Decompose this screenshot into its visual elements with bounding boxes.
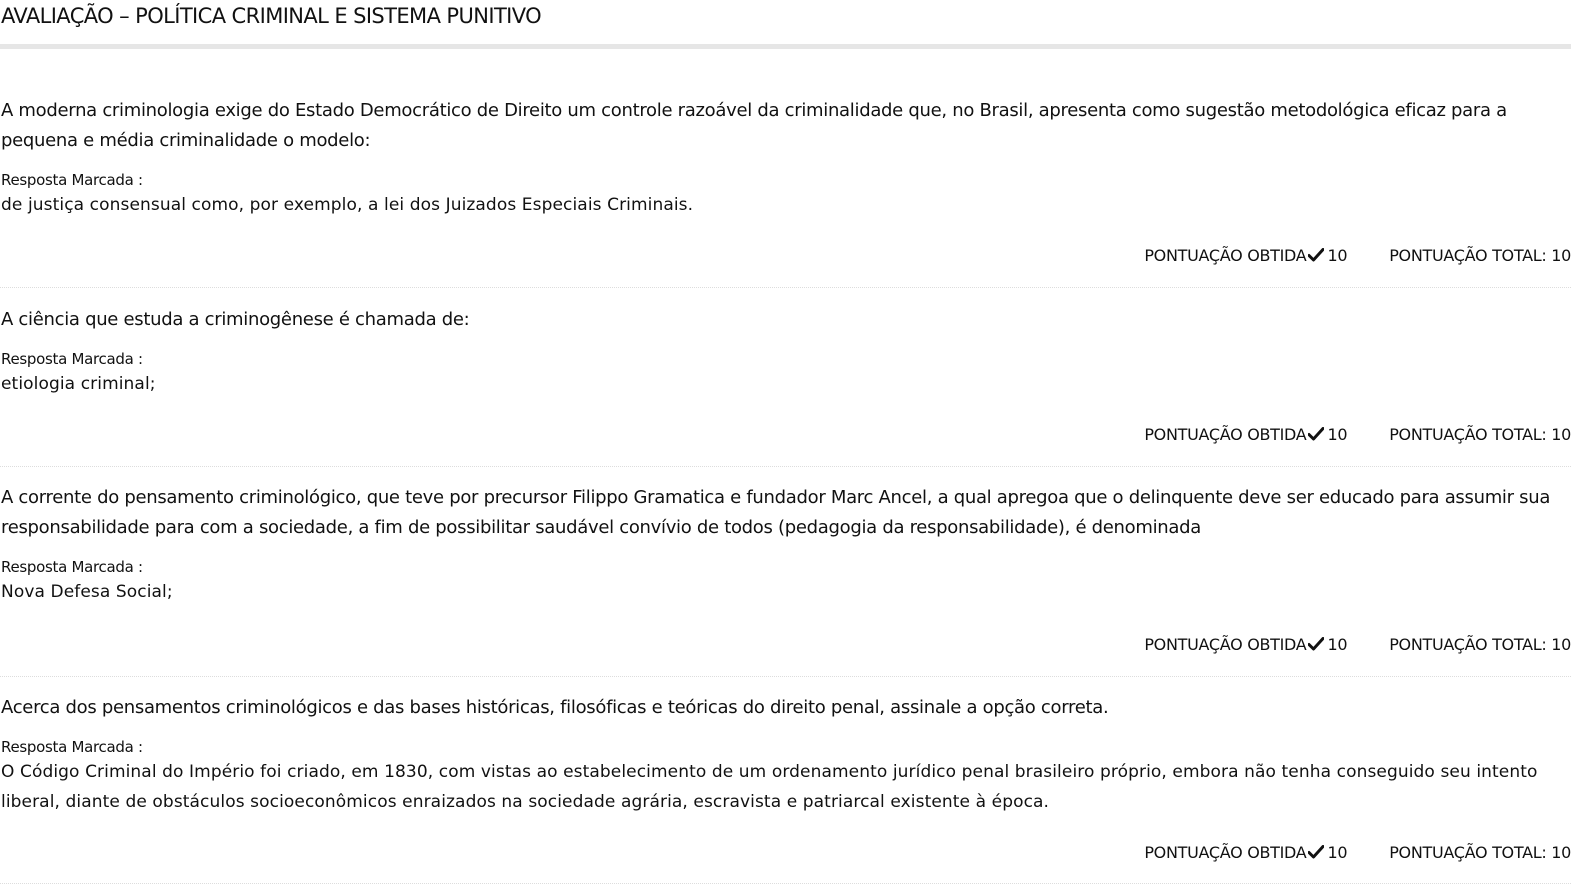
answer-text: O Código Criminal do Império foi criado, em 1830, com vistas ao estabelecimento de um ordenamento jurídico penal brasileiro próprio, embora não tenha conseguido seu intento liberal, diante de obstáculos socioeconômicos enraizados na sociedade agrária, escravista e patriarcal existente à época. <box>1 762 1538 812</box>
question-separator <box>0 883 1571 884</box>
score-row <box>1144 424 1571 446</box>
score-total <box>1389 246 1571 265</box>
answer-text: etiologia criminal; <box>1 374 156 394</box>
score-row <box>1144 634 1571 656</box>
score-obtained-label: PONTUAÇÃO OBTIDA <box>1144 635 1307 654</box>
score-obtained <box>1144 634 1347 656</box>
check-icon <box>1308 637 1324 651</box>
title-divider <box>0 44 1571 49</box>
score-total-value: 10 <box>1551 425 1571 444</box>
page-title: AVALIAÇÃO – POLÍTICA CRIMINAL E SISTEMA PUNITIVO <box>1 4 542 28</box>
answer-label: Resposta Marcada : <box>1 558 143 576</box>
question-separator <box>0 287 1571 288</box>
score-obtained <box>1144 424 1347 446</box>
score-obtained <box>1144 842 1347 864</box>
score-obtained-value: 10 <box>1327 843 1348 862</box>
score-obtained-value: 10 <box>1327 635 1348 654</box>
question-separator <box>0 466 1571 467</box>
score-total-value: 10 <box>1551 246 1571 265</box>
question-text: A moderna criminologia exige do Estado Democrático de Direito um controle razoável da criminalidade que, no Brasil, apresenta como sugestão metodológica eficaz para a pequena e média criminalidade o modelo: <box>1 100 1507 151</box>
answer-text: de justiça consensual como, por exemplo, a lei dos Juizados Especiais Criminais. <box>1 195 694 215</box>
score-obtained-value: 10 <box>1327 425 1348 444</box>
score-total-label: PONTUAÇÃO TOTAL: <box>1389 425 1547 444</box>
score-total-label: PONTUAÇÃO TOTAL: <box>1389 635 1547 654</box>
question-text: A ciência que estuda a criminogênese é chamada de: <box>1 309 470 330</box>
score-total <box>1389 635 1571 654</box>
score-obtained-label: PONTUAÇÃO OBTIDA <box>1144 246 1307 265</box>
question-item <box>0 483 1571 607</box>
score-row <box>1144 245 1571 267</box>
score-obtained-label: PONTUAÇÃO OBTIDA <box>1144 425 1307 444</box>
answer-label: Resposta Marcada : <box>1 738 143 756</box>
answer-label: Resposta Marcada : <box>1 350 143 368</box>
score-total-label: PONTUAÇÃO TOTAL: <box>1389 246 1547 265</box>
question-item <box>0 693 1571 817</box>
score-obtained-label: PONTUAÇÃO OBTIDA <box>1144 843 1307 862</box>
check-icon <box>1308 845 1324 859</box>
score-total <box>1389 425 1571 444</box>
score-total-value: 10 <box>1551 635 1571 654</box>
check-icon <box>1308 248 1324 262</box>
score-total <box>1389 843 1571 862</box>
answer-label: Resposta Marcada : <box>1 171 143 189</box>
score-obtained <box>1144 245 1347 267</box>
question-text: Acerca dos pensamentos criminológicos e das bases históricas, filosóficas e teóricas do direito penal, assinale a opção correta. <box>1 697 1109 718</box>
score-row <box>1144 842 1571 864</box>
question-item <box>0 96 1571 220</box>
question-text: A corrente do pensamento criminológico, que teve por precursor Filippo Gramatica e fundador Marc Ancel, a qual apregoa que o delinquente deve ser educado para assumir sua responsabilidade para com a sociedade, a fim de possibilitar saudável convívio de todos (pedagogia da responsabilidade), é denominada <box>1 487 1551 538</box>
score-obtained-value: 10 <box>1327 246 1348 265</box>
check-icon <box>1308 427 1324 441</box>
answer-text: Nova Defesa Social; <box>1 582 173 602</box>
score-total-label: PONTUAÇÃO TOTAL: <box>1389 843 1547 862</box>
question-separator <box>0 676 1571 677</box>
score-total-value: 10 <box>1551 843 1571 862</box>
question-item <box>0 305 1571 399</box>
